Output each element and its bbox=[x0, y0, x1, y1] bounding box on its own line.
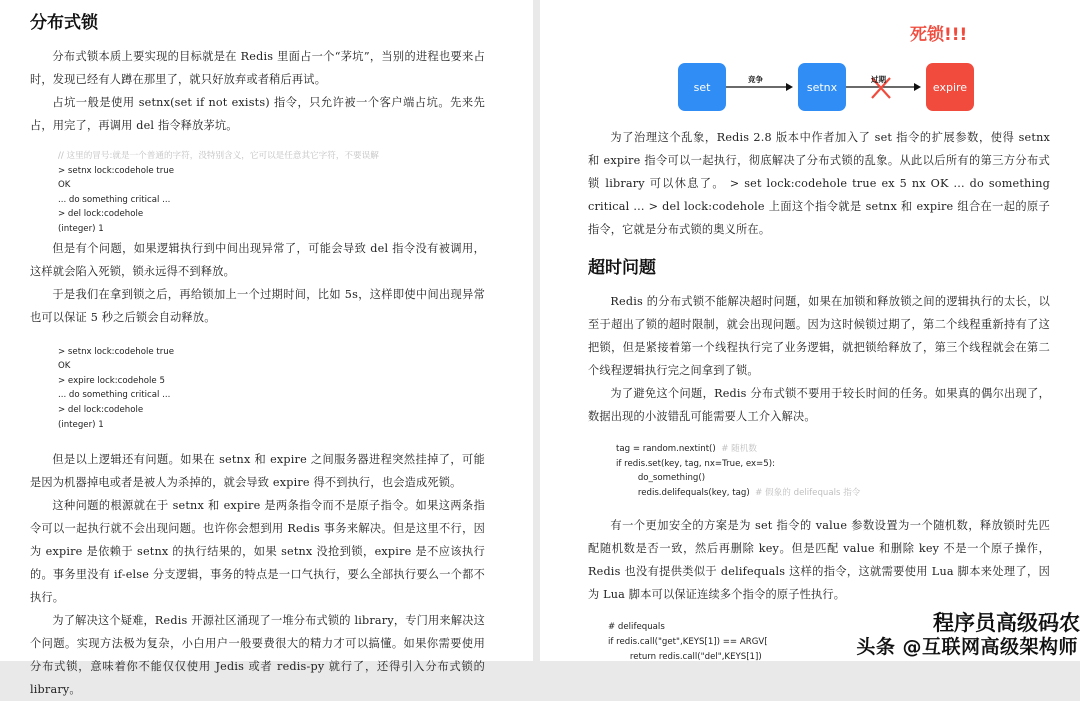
paragraph: 这种问题的根源就在于 setnx 和 expire 是两条指令而不是原子指令。如果这两条指令可以一起执行就不会出现问题。也许你会想到用 Redis 事务来解决。但是这里不行，因为 expire 是依赖于 setnx 的执行结果的，如果 setnx 没抢到锁，expire 是不应该执行的。事务里没有 if-else 分支逻辑，事务的特点是一口气执行，要么全部执行要么一个都不执行。 bbox=[30, 499, 485, 605]
code-line: OK bbox=[58, 180, 71, 191]
set-box: set bbox=[678, 63, 726, 111]
code-block bbox=[616, 442, 1050, 500]
setnx-box: setnx bbox=[798, 63, 846, 111]
code-line: > setnx lock:codehole true bbox=[58, 165, 175, 176]
deadlock-title: 死锁!!! bbox=[910, 25, 968, 45]
watermark: 头条 @互联网高级架构师 bbox=[856, 636, 1078, 658]
paragraph: 但是以上逻辑还有问题。如果在 setnx 和 expire 之间服务器进程突然挂掉了，可能是因为机器掉电或者是被人为杀掉的，就会导致 expire 得不到执行，也会造成死锁。 bbox=[30, 453, 485, 490]
code-line: > setnx lock:codehole true bbox=[58, 346, 175, 357]
code-line: ... do something critical ... bbox=[58, 390, 171, 401]
paragraph: 分布式锁本质上要实现的目标就是在 Redis 里面占一个“茅坑”，当别的进程也要来占时，发现已经有人蹲在那里了，就只好放弃或者稍后再试。 bbox=[30, 50, 485, 86]
code-line: if redis.call("get",KEYS[1]) == ARGV[ bbox=[608, 636, 768, 647]
code-comment: // 这里的冒号:就是一个普通的字符，没特别含义，它可以是任意其它字符，不要误解 bbox=[58, 151, 379, 161]
code-block bbox=[58, 149, 485, 237]
code-line: return redis.call("del",KEYS[1]) bbox=[608, 651, 762, 662]
expire-box: expire bbox=[926, 63, 974, 111]
code-block bbox=[58, 345, 485, 433]
code-line: > expire lock:codehole 5 bbox=[58, 375, 165, 386]
section-title-timeout: 超时问题 bbox=[588, 258, 656, 278]
paragraph: 为了避免这个问题，Redis 分布式锁不要用于较长时间的任务。如果真的偶尔出现了，数据出现的小波错乱可能需要人工介入解决。 bbox=[588, 387, 1050, 423]
left-page bbox=[0, 0, 533, 697]
paragraph: 但是有个问题，如果逻辑执行到中间出现异常了，可能会导致 del 指令没有被调用，这样就会陷入死锁，锁永远得不到释放。 bbox=[30, 241, 485, 278]
code-line: redis.delifequals(key, tag) # 假象的 delifequals 指令 bbox=[616, 487, 861, 498]
code-line: ... do something critical ... bbox=[58, 194, 171, 205]
paragraph: 为了解决这个疑难，Redis 开源社区涌现了一堆分布式锁的 library，专门用来解决这个问题。实现方法极为复杂，小白用户一般要费很大的精力才可以搞懂。如果你需要使用分布式锁，意味着你不能仅仅使用 Jedis 或者 redis-py 就行了，还得引入分布式锁的 library。 bbox=[30, 614, 485, 697]
code-line: (integer) 1 bbox=[58, 419, 104, 430]
code-line: > del lock:codehole bbox=[58, 404, 144, 415]
paragraph: 有一个更加安全的方案是为 set 指令的 value 参数设置为一个随机数，释放锁时先匹配随机数是否一致，然后再删除 key。但是匹配 value 和删除 key 不是一个原子操作，Redis 也没有提供类似于 delifequals 这样的指令，这就需要使用 Lua 脚本来处理了，因为 Lua 脚本可以保证连续多个指令的原子性执行。 bbox=[588, 519, 1050, 602]
paragraph: 为了治理这个乱象，Redis 2.8 版本中作者加入了 set 指令的扩展参数，使得 setnx 和 expire 指令可以一起执行，彻底解决了分布式锁的乱象。从此以后所有的第三方分布式锁 library 可以休息了。 > set lock:codehole true ex 5 nx OK ... do something critical ... > del lock:codehole 上面这个指令就是 setnx 和 expire 组合在一起的原子指令，它就是分布式锁的奥义所在。 bbox=[588, 131, 1050, 236]
deadlock-diagram bbox=[676, 14, 1050, 126]
code-line: # delifequals bbox=[608, 622, 665, 633]
arrow-label-compete: 竞争 bbox=[748, 75, 763, 84]
watermark-name: 程序员高级码农 bbox=[933, 611, 1080, 635]
paragraph: Redis 的分布式锁不能解决超时问题，如果在加锁和释放锁之间的逻辑执行的太长，以至于超出了锁的超时限制，就会出现问题。因为这时候锁过期了，第二个线程重新持有了这把锁，但是紧接着第一个线程执行完了业务逻辑，就把锁给释放了，第三个线程就会在第二个线程逻辑执行完之间拿到了锁。 bbox=[588, 295, 1050, 377]
section-title-distributed-lock: 分布式锁 bbox=[30, 13, 98, 33]
paragraph: 于是我们在拿到锁之后，再给锁加上一个过期时间，比如 5s，这样即使中间出现异常也可以保证 5 秒之后锁会自动释放。 bbox=[30, 287, 485, 324]
code-line: if redis.set(key, tag, nx=True, ex=5): bbox=[616, 458, 775, 469]
code-line: do_something() bbox=[616, 473, 706, 484]
code-line: > del lock:codehole bbox=[58, 209, 144, 220]
arrow-label-expire: 过期 bbox=[871, 75, 886, 84]
arrow-head-expire bbox=[914, 83, 921, 91]
paragraph: 占坑一般是使用 setnx(set if not exists) 指令，只允许被一个客户端占坑。先来先占，用完了，再调用 del 指令释放茅坑。 bbox=[30, 96, 485, 132]
code-line: tag = random.nextint() # 随机数 bbox=[616, 444, 757, 454]
arrow-head-compete bbox=[786, 83, 793, 91]
code-line: OK bbox=[58, 361, 71, 372]
code-line: (integer) 1 bbox=[58, 223, 104, 234]
right-page bbox=[540, 0, 1080, 661]
